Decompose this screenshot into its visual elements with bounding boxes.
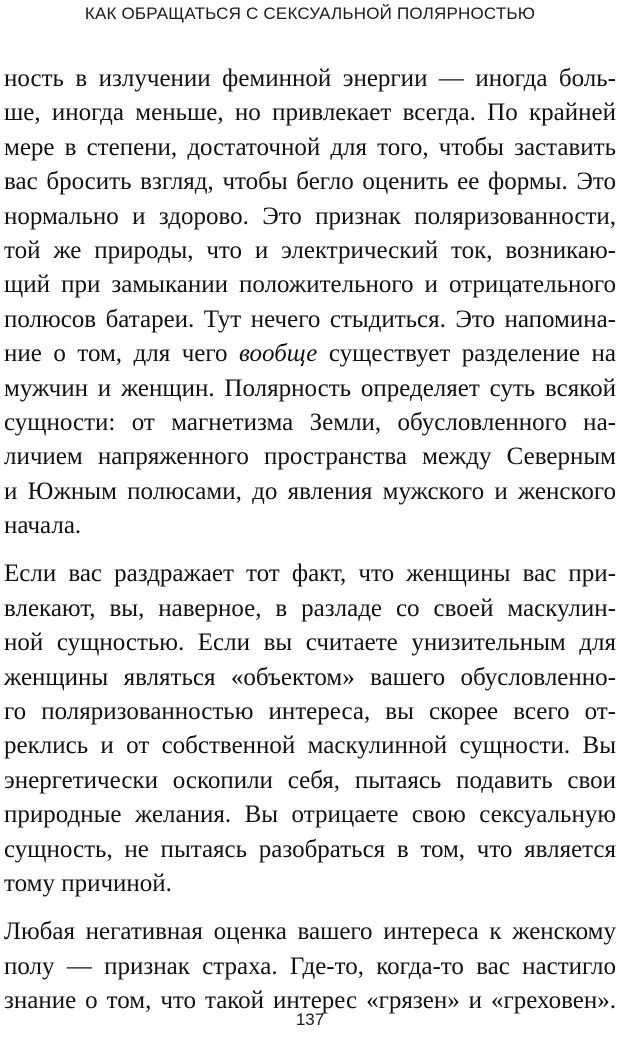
text-line: реклись и от собственной маскулинной сущности. Вы (4, 732, 616, 760)
text-body (4, 62, 616, 1019)
running-header: КАК ОБРАЩАТЬСЯ С СЕКСУАЛЬНОЙ ПОЛЯРНОСТЬЮ (84, 4, 536, 23)
text-line: го поляризованностью интереса, вы скорее всего от- (4, 698, 616, 726)
text-line: той же природы, что и электрический ток, возникаю- (4, 236, 616, 264)
paragraph-2 (4, 557, 616, 901)
text-segment: ние о том, для чего (4, 340, 240, 368)
text-line: щий при замыкании положительного и отрицательного (4, 271, 616, 299)
paragraph-1 (4, 62, 616, 543)
text-line: вас бросить взгляд, чтобы бегло оценить ее формы. Это (4, 168, 616, 196)
text-line: ность в излучении феминной энергии — иногда боль- (4, 65, 616, 92)
text-line: личием напряженного пространства между Северным (4, 443, 616, 471)
text-line-with-italic (4, 337, 616, 371)
text-line: сущности: от магнетизма Земли, обусловленного на- (4, 408, 616, 436)
paragraph-3 (4, 915, 616, 1018)
text-line: полу — признак страха. Где-то, когда-то вас настигло (4, 952, 616, 980)
text-line: полюсов батареи. Тут нечего стыдиться. Это напомина- (4, 305, 616, 333)
text-line: Если вас раздражает тот факт, что женщины вас при- (4, 560, 616, 588)
text-line: сущность, не пытаясь разобраться в том, что является (4, 835, 616, 863)
text-segment: существует разделение на (317, 340, 616, 368)
text-line: ше, иногда меньше, но привлекает всегда. По крайней (4, 99, 616, 127)
page-number: 137 (295, 1010, 325, 1029)
italic-emphasis: вообще (239, 340, 318, 368)
text-line: природные желания. Вы отрицаете свою сексуальную (4, 801, 616, 829)
text-line: ной сущностью. Если вы считаете унизительным для (4, 629, 616, 657)
text-line: энергетически оскопили себя, пытаясь подавить свои (4, 766, 616, 794)
text-line: начала. (4, 512, 82, 540)
text-line: нормально и здорово. Это признак поляризованности, (4, 202, 616, 230)
text-line: знание о том, что такой интерес «грязен» и «греховен». (4, 987, 616, 1015)
text-line: мужчин и женщин. Полярность определяет суть всякой (4, 374, 616, 402)
text-line: женщины являться «объектом» вашего обусловленно- (4, 663, 616, 691)
text-line: Любая негативная оценка вашего интереса к женскому (4, 918, 616, 946)
text-line: и Южным полюсами, до явления мужского и женского (4, 477, 616, 505)
text-line: мере в степени, достаточной для того, чтобы заставить (4, 133, 616, 161)
text-line: влекают, вы, наверное, в разладе со своей маскулин- (4, 594, 616, 622)
text-line: тому причиной. (4, 869, 172, 897)
